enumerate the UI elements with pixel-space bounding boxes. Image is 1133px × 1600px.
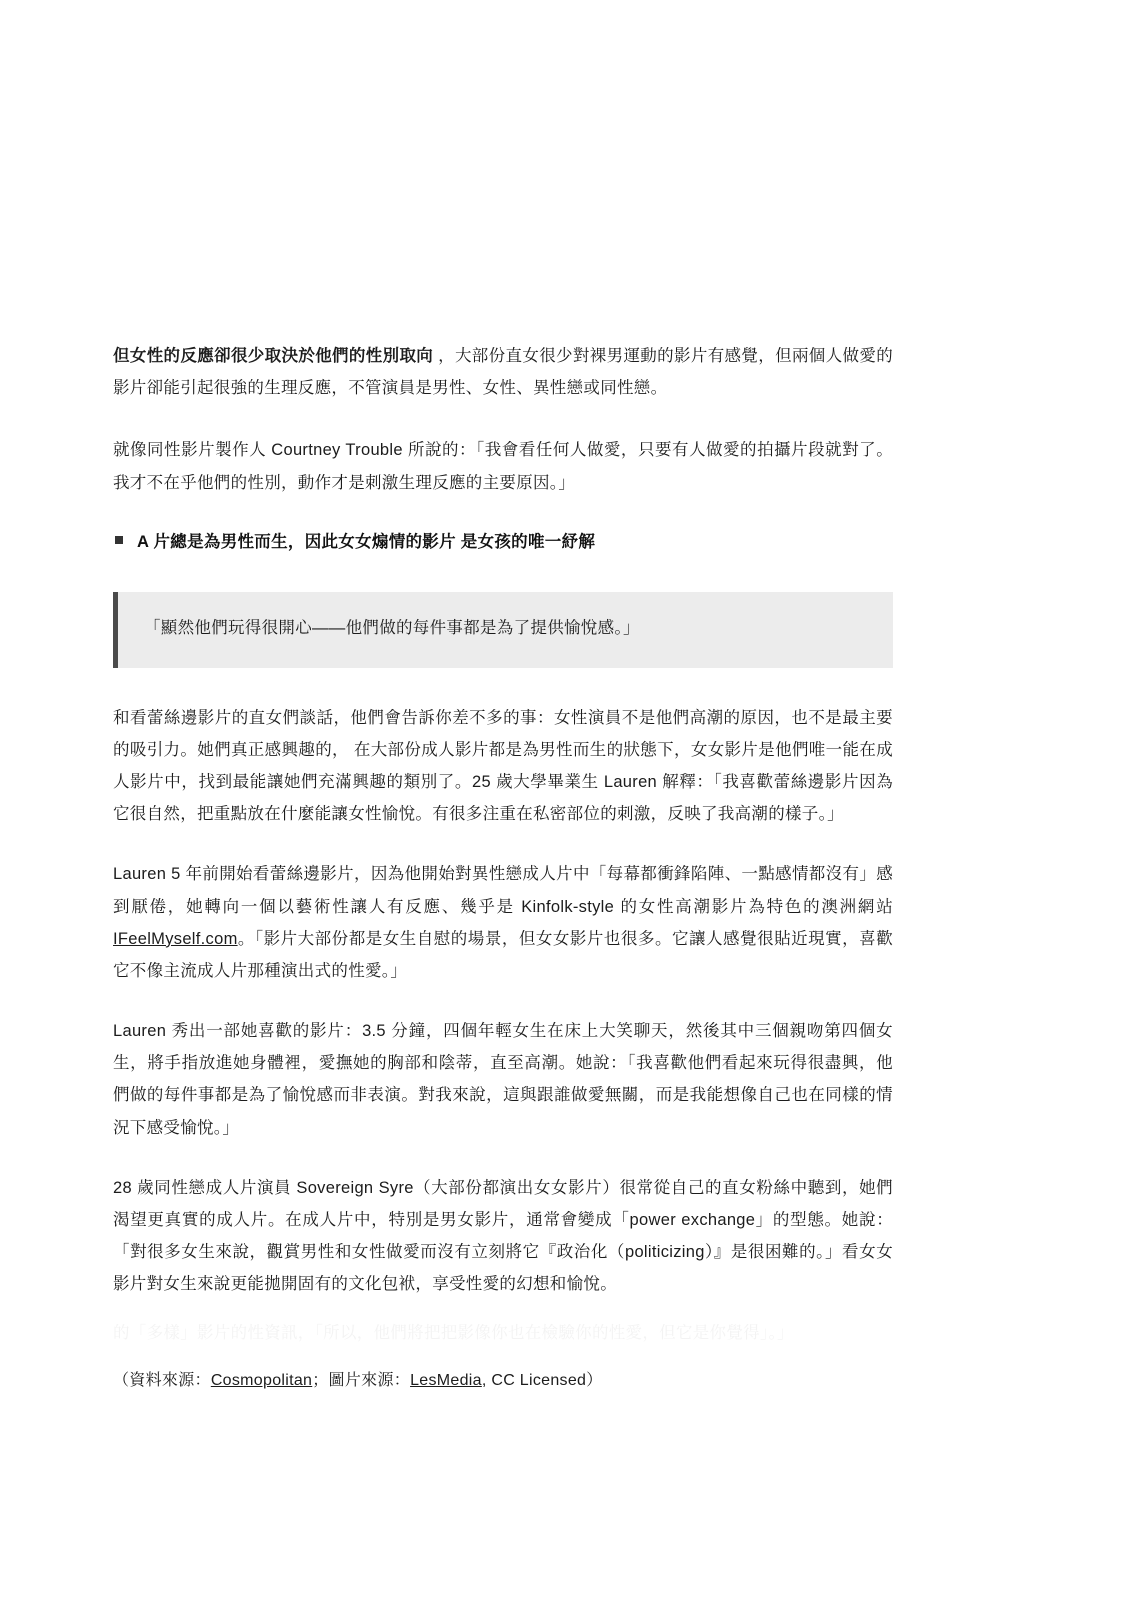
source-middle: ；圖片來源：: [312, 1372, 411, 1389]
source-link-cosmopolitan[interactable]: Cosmopolitan: [210, 1372, 313, 1389]
source-credit: [113, 1367, 913, 1396]
source-prefix: （資料來源：: [113, 1372, 211, 1389]
faded-cut-off-text: 的「多樣」影片的性資訊，「所以，他們將把把影像你也在檢驗你的性愛，但它是你覺得」。」: [113, 1324, 794, 1342]
paragraph-lesbian-porn-appeal: 和看蕾絲邊影片的直女們談話，他們會告訴你差不多的事：女性演員不是他們高潮的原因，也不是最主要的吸引力。她們真正感興趣的， 在大部份成人影片都是為男性而生的狀態下，女女影片是他們唯一能在成人影片中，找到最能讓她們充滿興趣的類別了。25 歲大學畢業生 Lauren 解釋：「我喜歡蕾絲邊影片因為它很自然，把重點放在什麼能讓女性愉悅。有很多注重在私密部位的刺激，反映了我高潮的樣子。」: [113, 708, 893, 824]
article-body: [113, 340, 893, 1328]
paragraph-lauren-before-link: Lauren 5 年前開始看蕾絲邊影片，因為他開始對異性戀成人片中「每幕都衝鋒陷陣、一點感情都沒有」感到厭倦，她轉向一個以藝術性讓人有反應、幾乎是 Kinfolk-style 的女性高潮影片為特色的澳洲網站: [113, 865, 893, 916]
paragraph-sovereign-syre: 28 歲同性戀成人片演員 Sovereign Syre（大部份都演出女女影片）很常從自己的直女粉絲中聽到，她們渴望更真實的成人片。在成人片中，特別是男女影片，通常會變成「power exchange」的型態。她說：「對很多女生來說，觀賞男性和女性做愛而沒有立刻將它『政治化（politicizing）』是很困難的。」看女女影片對女生來說更能拋開固有的文化包袱，享受性愛的幻想和愉悅。: [113, 1178, 893, 1294]
ifeelmyself-link[interactable]: IFeelMyself.com: [113, 929, 238, 948]
bullet-square-icon: [115, 536, 123, 544]
paragraph-courtney-trouble: 就像同性影片製作人 Courtney Trouble 所說的：「我會看任何人做愛，只要有人做愛的拍攝片段就對了。 我才不在乎他們的性別，動作才是刺激生理反應的主要原因。」: [113, 441, 893, 492]
paragraph-intro-bold: 但女性的反應卻很少取決於他們的性別取向: [113, 347, 439, 365]
source-suffix: , CC Licensed）: [481, 1372, 603, 1389]
paragraph-lauren-history: [113, 858, 893, 987]
pull-quote: [113, 592, 893, 668]
paragraph-intro-rest: ，大部份直女很少對裸男運動的影片有感覺，但兩個人做愛的影片卻能引起很強的生理反應，不管演員是男性、女性、異性戀或同性戀。: [113, 347, 893, 398]
pull-quote-text: 「顯然他們玩得很開心——他們做的每件事都是為了提供愉悅感。」: [144, 619, 640, 638]
source-link-lesmedia[interactable]: LesMedia: [410, 1372, 482, 1389]
section-bullet-heading: [113, 527, 893, 558]
paragraph-intro: [113, 340, 893, 404]
paragraph-lauren-video: Lauren 秀出一部她喜歡的影片：3.5 分鐘，四個年輕女生在床上大笑聊天，然後其中三個親吻第四個女生，將手指放進她身體裡，愛撫她的胸部和陰蒂，直至高潮。她說：「我喜歡他們看起來玩得很盡興，他們做的每件事都是為了愉悅感而非表演。對我來說，這與跟誰做愛無關，而是我能想像自己也在同樣的情況下感受愉悅。」: [113, 1022, 893, 1137]
section-bullet-heading-text: A 片總是為男性而生，因此女女煽情的影片 是女孩的唯一紓解: [137, 532, 596, 551]
paragraph-lauren-after-link: 。「影片大部份都是女生自慰的場景，但女女影片也很多。它讓人感覺很貼近現實，喜歡它不像主流成人片那種演出式的性愛。」: [113, 929, 893, 980]
